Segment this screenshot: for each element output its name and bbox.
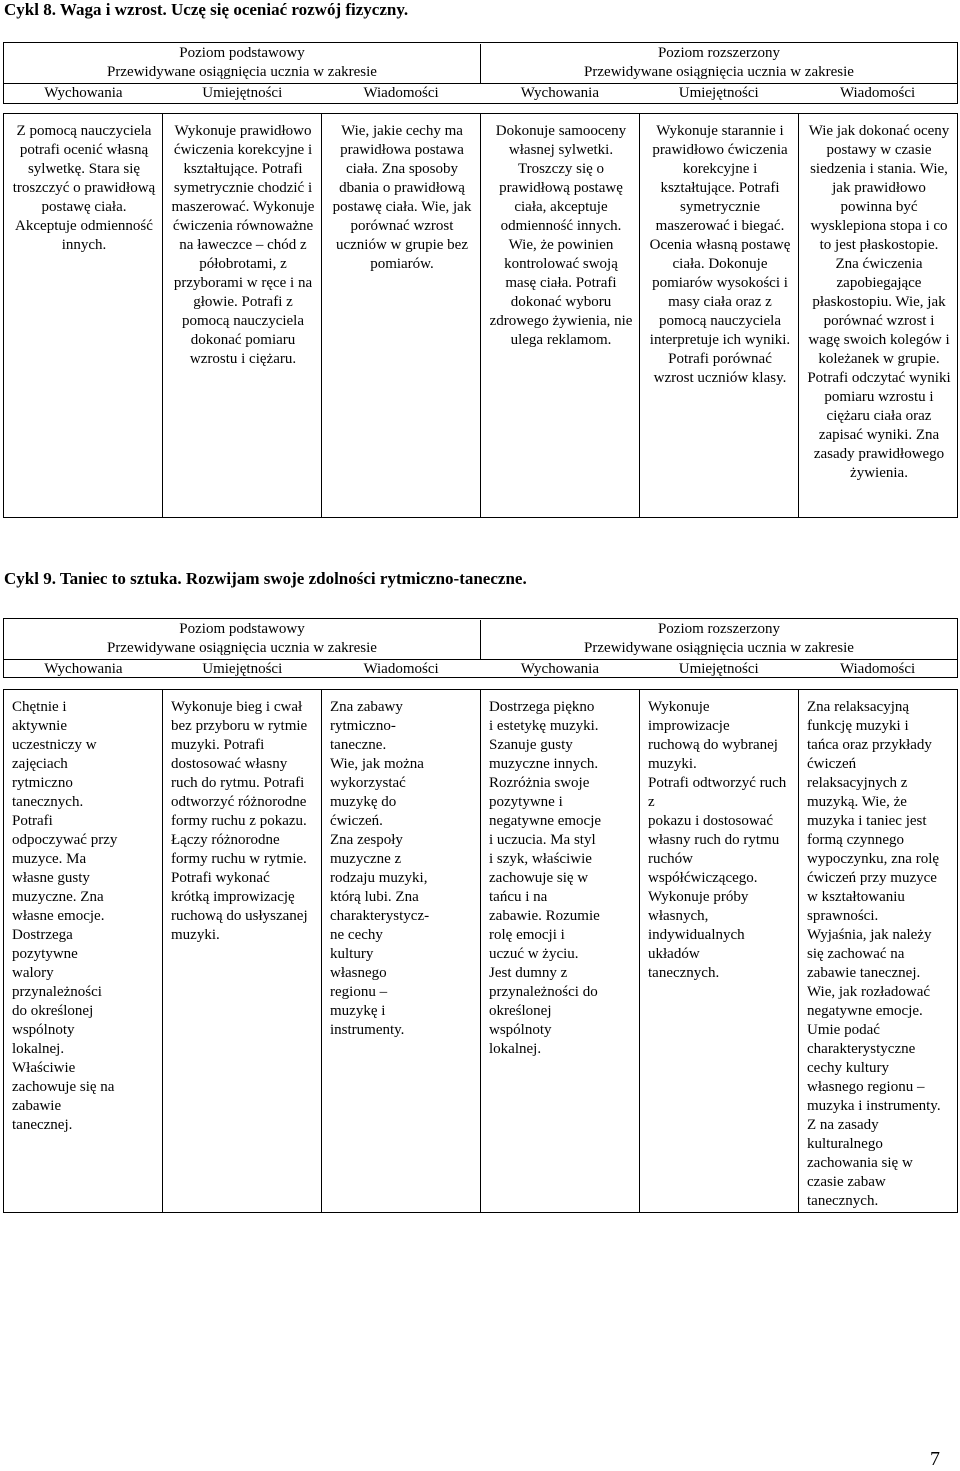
column-header: Wychowania	[44, 661, 123, 677]
table-cell: Wykonuje bieg i cwał bez przyboru w rytmie muzyki. Potrafi dostosować własny ruch do rytmu. Potrafi odtworzyć różnorodne formy ruchu z pokazu. Łączy różnorodne formy ruchu w rytmie. Potrafi wykonać krótką improwizację ruchową do usłyszanej muzyki.	[162, 690, 321, 1212]
cycle-8-header	[3, 42, 958, 104]
table-cell: Dostrzega piękno i estetykę muzyki. Szanuje gusty muzyczne innych. Rozróżnia swoje pozytywne i negatywne emocje i uczucia. Ma styl i szyk, właściwie zachowuje się w tańcu i na zabawie. Rozumie rolę emocji i uczuć w życiu. Jest dumny z przynależności do określonej wspólnoty lokalnej.	[480, 690, 639, 1212]
table-cell: Zna zabawy rytmiczno- taneczne. Wie, jak można wykorzystać muzykę do ćwiczeń. Zna zespoły muzyczne z rodzaju muzyki, którą lubi. Zna charakterystycz- ne cechy kultury własnego regionu – muzykę i instrumenty.	[321, 690, 480, 1212]
basic-level-heading: Poziom podstawowy Przewidywane osiągnięcia ucznia w zakresie	[107, 621, 377, 656]
extended-level-heading: Poziom rozszerzony Przewidywane osiągnięcia ucznia w zakresie	[480, 620, 957, 659]
cycle-8-content-table	[3, 113, 958, 518]
column-header: Wychowania	[520, 85, 600, 101]
column-header: Umiejętności	[202, 661, 283, 677]
table-cell: Wykonuje improwizacje ruchową do wybranej muzyki. Potrafi odtworzyć ruch z pokazu i dostosować własny ruch do rytmu ruchów współćwiczącego. Wykonuje próby własnych, indywidualnych układów tanecznych.	[639, 690, 798, 1212]
cycle-9-content-table	[3, 689, 958, 1213]
cycle-9-title: Cykl 9. Taniec to sztuka. Rozwijam swoje zdolności rytmiczno-taneczne.	[4, 569, 527, 588]
cycle-8-title: Cykl 8. Waga i wzrost. Uczę się oceniać rozwój fizyczny.	[4, 0, 409, 19]
column-header: Umiejętności	[202, 85, 283, 101]
table-cell: Wie jak dokonać oceny postawy w czasie siedzenia i stania. Wie, jak prawidłowo powinna być wysklepiona stopa i co to jest płaskostopie. Zna ćwiczenia zapobiegające płaskostopiu. Wie, jak porównać wzrost i wagę swoich kolegów i koleżanek w grupie. Potrafi odczytać wyniki pomiaru wzrostu i ciężaru ciała oraz zapisać wyniki. Zna zasady prawidłowego żywienia.	[798, 114, 957, 517]
table-cell: Z pomocą nauczyciela potrafi ocenić własną sylwetkę. Stara się troszczyć o prawidłową postawę ciała. Akceptuje odmienność innych.	[12, 123, 156, 253]
column-header: Wiadomości	[363, 661, 439, 677]
table-cell: Zna relaksacyjną funkcję muzyki i tańca oraz przykłady ćwiczeń relaksacyjnych z muzyką. Wie, że muzyka i taniec jest formą czynnego wypoczynku, zna rolę ćwiczeń przy muzyce w kształtowaniu sprawności. Wyjaśnia, jak należy się zachować na zabawie tanecznej. Wie, jak rozładować negatywne emocje. Umie podać charakterystyczne cechy kultury własnego regionu – muzyka i instrumenty. Z na zasady kulturalnego zachowania się w czasie zabaw tanecznych.	[798, 690, 957, 1212]
table-cell: Wykonuje starannie i prawidłowo ćwiczenia korekcyjne i kształtujące. Potrafi symetrycznie maszerować i biegać. Ocenia własną postawę ciała. Dokonuje pomiarów wysokości i masy ciała oraz z pomocą nauczyciela interpretuje ich wyniki. Potrafi porównać wzrost uczniów klasy.	[639, 114, 798, 517]
table-cell: Wykonuje prawidłowo ćwiczenia korekcyjne i kształtujące. Potrafi symetrycznie chodzić i maszerować. Wykonuje ćwiczenia równoważne na ławeczce – chód z półobrotami, z przyborami w ręce i na głowie. Potrafi z pomocą nauczyciela dokonać pomiaru wzrostu i ciężaru.	[162, 114, 321, 517]
column-header: Umiejętności	[678, 661, 759, 677]
basic-level-heading: Poziom podstawowy Przewidywane osiągnięcia ucznia w zakresie	[107, 45, 377, 80]
column-header: Wiadomości	[363, 85, 439, 101]
page-number: 7	[930, 1448, 940, 1470]
column-header: Umiejętności	[678, 85, 759, 101]
table-cell: Chętnie i aktywnie uczestniczy w zajęciach rytmiczno tanecznych. Potrafi odpoczywać przy muzyce. Ma własne gusty muzyczne. Zna własne emocje. Dostrzega pozytywne walory przynależności do określonej wspólnoty lokalnej. Właściwie zachowuje się na zabawie tanecznej.	[12, 699, 118, 1133]
column-header: Wiadomości	[839, 85, 916, 101]
extended-level-heading: Poziom rozszerzony Przewidywane osiągnięcia ucznia w zakresie	[480, 44, 957, 83]
column-header: Wiadomości	[839, 661, 916, 677]
column-header: Wychowania	[44, 85, 123, 101]
table-cell: Dokonuje samooceny własnej sylwetki. Troszczy się o prawidłową postawę ciała, akceptuje odmienność innych. Wie, że powinien kontrolować swoją masę ciała. Potrafi dokonać wyboru zdrowego żywienia, nie ulega reklamom.	[480, 114, 639, 517]
column-header: Wychowania	[520, 661, 600, 677]
table-cell: Wie, jakie cechy ma prawidłowa postawa ciała. Zna sposoby dbania o prawidłową postawę ciała. Wie, jak porównać wzrost uczniów w grupie bez pomiarów.	[321, 114, 480, 517]
cycle-9-header	[3, 618, 958, 678]
